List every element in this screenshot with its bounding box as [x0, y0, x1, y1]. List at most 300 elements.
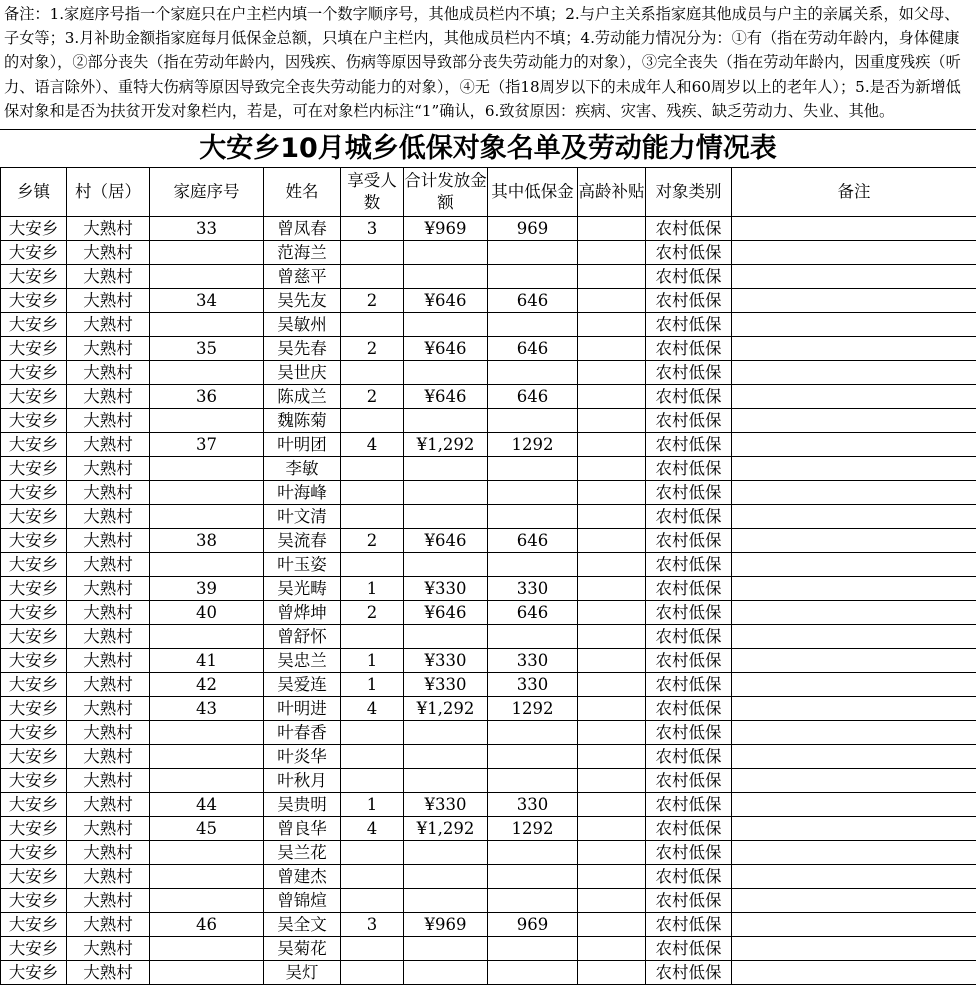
cell-town: 大安乡: [1, 961, 67, 985]
cell-family-no: 45: [150, 817, 264, 841]
cell-remark: [732, 625, 976, 649]
cell-persons: [341, 481, 404, 505]
cell-village: 大熟村: [67, 217, 150, 241]
cell-category: 农村低保: [646, 337, 732, 361]
cell-name: 魏陈菊: [264, 409, 341, 433]
cell-remark: [732, 553, 976, 577]
cell-category: 农村低保: [646, 817, 732, 841]
cell-dibao: 1292: [488, 817, 578, 841]
cell-village: 大熟村: [67, 745, 150, 769]
cell-family-no: [150, 769, 264, 793]
table-row: [1, 457, 976, 481]
header-town: 乡镇: [1, 168, 67, 217]
cell-category: 农村低保: [646, 433, 732, 457]
cell-name: 吴爱连: [264, 673, 341, 697]
cell-town: 大安乡: [1, 697, 67, 721]
cell-gaoling: [578, 577, 646, 601]
cell-gaoling: [578, 337, 646, 361]
cell-family-no: 44: [150, 793, 264, 817]
cell-total: ¥646: [404, 601, 488, 625]
cell-remark: [732, 481, 976, 505]
cell-gaoling: [578, 961, 646, 985]
cell-dibao: [488, 769, 578, 793]
cell-family-no: [150, 889, 264, 913]
cell-persons: 2: [341, 337, 404, 361]
cell-village: 大熟村: [67, 601, 150, 625]
cell-category: 农村低保: [646, 673, 732, 697]
cell-dibao: 969: [488, 913, 578, 937]
cell-remark: [732, 865, 976, 889]
cell-gaoling: [578, 241, 646, 265]
cell-family-no: 35: [150, 337, 264, 361]
cell-total: [404, 625, 488, 649]
cell-town: 大安乡: [1, 649, 67, 673]
cell-name: 叶海峰: [264, 481, 341, 505]
cell-family-no: [150, 265, 264, 289]
cell-persons: 1: [341, 649, 404, 673]
cell-name: 叶春香: [264, 721, 341, 745]
cell-dibao: 330: [488, 793, 578, 817]
cell-town: 大安乡: [1, 937, 67, 961]
cell-village: 大熟村: [67, 289, 150, 313]
cell-village: 大熟村: [67, 817, 150, 841]
cell-remark: [732, 961, 976, 985]
cell-village: 大熟村: [67, 769, 150, 793]
cell-name: 曾慈平: [264, 265, 341, 289]
cell-category: 农村低保: [646, 865, 732, 889]
table-row: [1, 433, 976, 457]
cell-category: 农村低保: [646, 529, 732, 553]
cell-family-no: 34: [150, 289, 264, 313]
cell-dibao: 646: [488, 337, 578, 361]
cell-persons: [341, 505, 404, 529]
cell-family-no: 43: [150, 697, 264, 721]
cell-category: 农村低保: [646, 649, 732, 673]
table-row: [1, 289, 976, 313]
cell-persons: [341, 745, 404, 769]
cell-remark: [732, 769, 976, 793]
cell-total: [404, 409, 488, 433]
cell-town: 大安乡: [1, 505, 67, 529]
cell-name: 叶文清: [264, 505, 341, 529]
cell-remark: [732, 793, 976, 817]
cell-gaoling: [578, 433, 646, 457]
header-total: 合计发放金额: [404, 168, 488, 217]
cell-village: 大熟村: [67, 649, 150, 673]
cell-category: 农村低保: [646, 745, 732, 769]
cell-category: 农村低保: [646, 481, 732, 505]
table-row: [1, 793, 976, 817]
cell-town: 大安乡: [1, 889, 67, 913]
table-row: [1, 937, 976, 961]
cell-family-no: [150, 937, 264, 961]
cell-category: 农村低保: [646, 913, 732, 937]
table-row: [1, 265, 976, 289]
cell-persons: [341, 841, 404, 865]
cell-category: 农村低保: [646, 697, 732, 721]
cell-town: 大安乡: [1, 673, 67, 697]
cell-name: 曾良华: [264, 817, 341, 841]
cell-total: [404, 553, 488, 577]
cell-dibao: [488, 361, 578, 385]
table-row: [1, 241, 976, 265]
cell-category: 农村低保: [646, 409, 732, 433]
cell-name: 曾建杰: [264, 865, 341, 889]
cell-village: 大熟村: [67, 433, 150, 457]
cell-family-no: [150, 457, 264, 481]
table-row: [1, 313, 976, 337]
cell-town: 大安乡: [1, 361, 67, 385]
cell-village: 大熟村: [67, 937, 150, 961]
cell-town: 大安乡: [1, 865, 67, 889]
cell-dibao: [488, 961, 578, 985]
table-row: [1, 577, 976, 601]
cell-total: [404, 457, 488, 481]
cell-remark: [732, 505, 976, 529]
cell-gaoling: [578, 361, 646, 385]
cell-total: [404, 865, 488, 889]
cell-gaoling: [578, 481, 646, 505]
cell-gaoling: [578, 289, 646, 313]
cell-family-no: 46: [150, 913, 264, 937]
cell-village: 大熟村: [67, 865, 150, 889]
cell-persons: [341, 553, 404, 577]
cell-persons: [341, 937, 404, 961]
table-row: [1, 769, 976, 793]
cell-category: 农村低保: [646, 961, 732, 985]
cell-name: 吴世庆: [264, 361, 341, 385]
cell-persons: [341, 721, 404, 745]
cell-village: 大熟村: [67, 673, 150, 697]
cell-gaoling: [578, 649, 646, 673]
cell-name: 吴忠兰: [264, 649, 341, 673]
cell-total: [404, 745, 488, 769]
cell-family-no: [150, 745, 264, 769]
cell-dibao: 1292: [488, 697, 578, 721]
cell-remark: [732, 433, 976, 457]
cell-persons: 3: [341, 913, 404, 937]
cell-persons: 2: [341, 601, 404, 625]
cell-family-no: [150, 721, 264, 745]
cell-remark: [732, 841, 976, 865]
cell-persons: [341, 361, 404, 385]
cell-total: ¥646: [404, 385, 488, 409]
cell-persons: 1: [341, 793, 404, 817]
cell-village: 大熟村: [67, 241, 150, 265]
cell-town: 大安乡: [1, 241, 67, 265]
cell-category: 农村低保: [646, 505, 732, 529]
cell-total: [404, 481, 488, 505]
cell-gaoling: [578, 529, 646, 553]
cell-total: [404, 769, 488, 793]
cell-gaoling: [578, 265, 646, 289]
cell-village: 大熟村: [67, 721, 150, 745]
cell-persons: 1: [341, 673, 404, 697]
cell-village: 大熟村: [67, 385, 150, 409]
table-row: [1, 601, 976, 625]
cell-village: 大熟村: [67, 409, 150, 433]
cell-gaoling: [578, 769, 646, 793]
cell-name: 曾烨坤: [264, 601, 341, 625]
table-row: [1, 529, 976, 553]
header-name: 姓名: [264, 168, 341, 217]
cell-family-no: 37: [150, 433, 264, 457]
cell-village: 大熟村: [67, 337, 150, 361]
cell-family-no: [150, 313, 264, 337]
table-title: 大安乡10月城乡低保对象名单及劳动能力情况表: [199, 133, 777, 164]
cell-persons: [341, 625, 404, 649]
cell-village: 大熟村: [67, 625, 150, 649]
cell-family-no: [150, 625, 264, 649]
cell-gaoling: [578, 697, 646, 721]
cell-persons: [341, 241, 404, 265]
cell-total: [404, 841, 488, 865]
cell-name: 曾锦煊: [264, 889, 341, 913]
cell-remark: [732, 289, 976, 313]
cell-persons: 1: [341, 577, 404, 601]
cell-town: 大安乡: [1, 721, 67, 745]
cell-name: 曾舒怀: [264, 625, 341, 649]
cell-persons: [341, 961, 404, 985]
cell-town: 大安乡: [1, 337, 67, 361]
cell-category: 农村低保: [646, 385, 732, 409]
cell-total: [404, 505, 488, 529]
cell-dibao: 330: [488, 649, 578, 673]
cell-village: 大熟村: [67, 313, 150, 337]
cell-dibao: [488, 505, 578, 529]
header-dibao: 其中低保金: [488, 168, 578, 217]
cell-dibao: 646: [488, 385, 578, 409]
cell-town: 大安乡: [1, 913, 67, 937]
header-persons: 享受人数: [341, 168, 404, 217]
header-remark: 备注: [732, 168, 976, 217]
cell-dibao: [488, 937, 578, 961]
cell-category: 农村低保: [646, 265, 732, 289]
header-category: 对象类别: [646, 168, 732, 217]
header-village: 村（居）: [67, 168, 150, 217]
cell-remark: [732, 817, 976, 841]
cell-category: 农村低保: [646, 793, 732, 817]
cell-name: 叶明进: [264, 697, 341, 721]
cell-total: [404, 265, 488, 289]
table-row: [1, 649, 976, 673]
cell-village: 大熟村: [67, 529, 150, 553]
cell-dibao: [488, 241, 578, 265]
cell-total: [404, 961, 488, 985]
cell-family-no: 40: [150, 601, 264, 625]
cell-family-no: 39: [150, 577, 264, 601]
cell-remark: [732, 457, 976, 481]
cell-name: 范海兰: [264, 241, 341, 265]
cell-category: 农村低保: [646, 361, 732, 385]
cell-town: 大安乡: [1, 529, 67, 553]
cell-village: 大熟村: [67, 961, 150, 985]
cell-town: 大安乡: [1, 841, 67, 865]
cell-persons: [341, 265, 404, 289]
cell-family-no: [150, 841, 264, 865]
cell-persons: [341, 889, 404, 913]
cell-remark: [732, 673, 976, 697]
table-row: [1, 409, 976, 433]
cell-dibao: 1292: [488, 433, 578, 457]
cell-name: 吴先春: [264, 337, 341, 361]
cell-gaoling: [578, 457, 646, 481]
cell-family-no: 42: [150, 673, 264, 697]
cell-category: 农村低保: [646, 313, 732, 337]
cell-name: 曾凤春: [264, 217, 341, 241]
cell-dibao: 646: [488, 601, 578, 625]
cell-family-no: [150, 241, 264, 265]
cell-town: 大安乡: [1, 265, 67, 289]
cell-remark: [732, 577, 976, 601]
cell-persons: 3: [341, 217, 404, 241]
cell-dibao: [488, 745, 578, 769]
cell-town: 大安乡: [1, 313, 67, 337]
cell-village: 大熟村: [67, 697, 150, 721]
cell-village: 大熟村: [67, 793, 150, 817]
cell-persons: [341, 457, 404, 481]
cell-category: 农村低保: [646, 937, 732, 961]
cell-category: 农村低保: [646, 601, 732, 625]
cell-dibao: [488, 457, 578, 481]
table-row: [1, 337, 976, 361]
remarks-note: 备注：1.家庭序号指一个家庭只在户主栏内填一个数字顺序号，其他成员栏内不填；2.与户主关系指家庭其他成员与户主的亲属关系，如父母、子女等；3.月补助金额指家庭每月低保金总额，只填在户主栏内，其他成员栏内不填；4.劳动能力情况分为：①有（指在劳动年龄内，身体健康的对象），②部分丧失（指在劳动年龄内，因残疾、伤病等原因导致部分丧失劳动能力的对象），③完全丧失（指在劳动年龄内，因重度残疾（听力、语言除外）、重特大伤病等原因导致完全丧失劳动能力的对象），④无（指18周岁以下的未成年人和60周岁以上的老年人）；5.是否为新增低保对象和是否为扶贫开发对象栏内，若是，可在对象栏内标注“1”确认，6.致贫原因：疾病、灾害、残疾、缺乏劳动力、失业、其他。: [0, 0, 976, 130]
cell-total: ¥330: [404, 793, 488, 817]
cell-dibao: [488, 553, 578, 577]
cell-category: 农村低保: [646, 577, 732, 601]
cell-town: 大安乡: [1, 457, 67, 481]
cell-persons: 2: [341, 289, 404, 313]
cell-total: [404, 937, 488, 961]
cell-remark: [732, 241, 976, 265]
cell-gaoling: [578, 409, 646, 433]
cell-gaoling: [578, 553, 646, 577]
cell-town: 大安乡: [1, 817, 67, 841]
cell-family-no: [150, 961, 264, 985]
cell-category: 农村低保: [646, 553, 732, 577]
cell-town: 大安乡: [1, 793, 67, 817]
table-row: [1, 697, 976, 721]
cell-category: 农村低保: [646, 457, 732, 481]
cell-total: ¥969: [404, 913, 488, 937]
cell-total: ¥330: [404, 577, 488, 601]
cell-persons: 4: [341, 817, 404, 841]
cell-village: 大熟村: [67, 481, 150, 505]
cell-gaoling: [578, 793, 646, 817]
cell-dibao: 969: [488, 217, 578, 241]
cell-total: ¥646: [404, 337, 488, 361]
cell-gaoling: [578, 889, 646, 913]
cell-town: 大安乡: [1, 433, 67, 457]
cell-gaoling: [578, 625, 646, 649]
cell-dibao: [488, 409, 578, 433]
cell-dibao: [488, 889, 578, 913]
table-row: [1, 217, 976, 241]
cell-gaoling: [578, 913, 646, 937]
cell-town: 大安乡: [1, 553, 67, 577]
cell-name: 叶玉姿: [264, 553, 341, 577]
cell-remark: [732, 361, 976, 385]
cell-remark: [732, 649, 976, 673]
cell-village: 大熟村: [67, 577, 150, 601]
cell-name: 吴全文: [264, 913, 341, 937]
cell-persons: 2: [341, 385, 404, 409]
table-row: [1, 817, 976, 841]
cell-gaoling: [578, 217, 646, 241]
cell-name: 李敏: [264, 457, 341, 481]
cell-total: [404, 889, 488, 913]
cell-remark: [732, 529, 976, 553]
cell-name: 叶秋月: [264, 769, 341, 793]
cell-family-no: [150, 865, 264, 889]
cell-category: 农村低保: [646, 769, 732, 793]
cell-village: 大熟村: [67, 913, 150, 937]
table-row: [1, 673, 976, 697]
table-row: [1, 961, 976, 985]
cell-town: 大安乡: [1, 625, 67, 649]
cell-town: 大安乡: [1, 409, 67, 433]
cell-family-no: [150, 505, 264, 529]
header-gaoling: 高龄补贴: [578, 168, 646, 217]
cell-dibao: 646: [488, 289, 578, 313]
cell-gaoling: [578, 937, 646, 961]
cell-remark: [732, 745, 976, 769]
cell-total: ¥969: [404, 217, 488, 241]
cell-family-no: [150, 481, 264, 505]
cell-remark: [732, 337, 976, 361]
cell-dibao: [488, 721, 578, 745]
cell-family-no: 41: [150, 649, 264, 673]
cell-family-no: 33: [150, 217, 264, 241]
cell-dibao: [488, 841, 578, 865]
cell-dibao: [488, 625, 578, 649]
cell-family-no: 38: [150, 529, 264, 553]
cell-remark: [732, 601, 976, 625]
cell-dibao: 330: [488, 673, 578, 697]
table-row: [1, 841, 976, 865]
cell-total: ¥330: [404, 649, 488, 673]
cell-town: 大安乡: [1, 289, 67, 313]
cell-dibao: [488, 481, 578, 505]
table-row: [1, 361, 976, 385]
cell-remark: [732, 889, 976, 913]
cell-remark: [732, 721, 976, 745]
cell-remark: [732, 217, 976, 241]
cell-total: [404, 241, 488, 265]
cell-town: 大安乡: [1, 745, 67, 769]
cell-name: 吴菊花: [264, 937, 341, 961]
cell-total: ¥646: [404, 289, 488, 313]
cell-town: 大安乡: [1, 601, 67, 625]
cell-remark: [732, 697, 976, 721]
table-row: [1, 865, 976, 889]
cell-family-no: [150, 361, 264, 385]
cell-town: 大安乡: [1, 577, 67, 601]
cell-village: 大熟村: [67, 889, 150, 913]
cell-gaoling: [578, 313, 646, 337]
cell-village: 大熟村: [67, 265, 150, 289]
cell-gaoling: [578, 505, 646, 529]
cell-persons: 4: [341, 697, 404, 721]
cell-gaoling: [578, 673, 646, 697]
cell-persons: 2: [341, 529, 404, 553]
cell-total: [404, 361, 488, 385]
cell-persons: [341, 409, 404, 433]
cell-town: 大安乡: [1, 217, 67, 241]
cell-total: ¥1,292: [404, 817, 488, 841]
cell-name: 吴光畴: [264, 577, 341, 601]
cell-category: 农村低保: [646, 889, 732, 913]
